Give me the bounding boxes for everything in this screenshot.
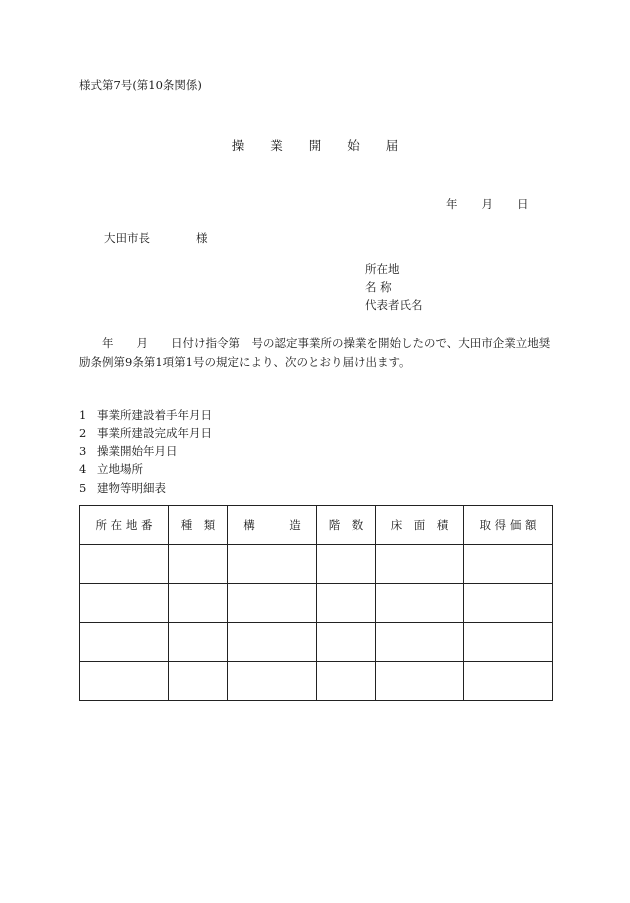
body-text: 年 月 日付け指令第 号の認定事業所の操業を開始したので、大田市企業立地奨励条例第9条第1項第1号の規定により、次のとおり届け出ます。 [79, 336, 551, 369]
item-label: 操業開始年月日 [97, 444, 178, 458]
addressee-honorific: 様 [196, 231, 208, 245]
table-cell[interactable] [228, 623, 317, 662]
column-header-acquisition-price: 取 得 価 額 [464, 506, 553, 545]
table-cell[interactable] [80, 662, 169, 701]
title-char: 始 [347, 138, 360, 153]
date-line [446, 199, 529, 211]
table-row [80, 623, 553, 662]
table-cell[interactable] [376, 584, 464, 623]
date-year-label: 年 [446, 197, 458, 211]
column-header-structure: 構 造 [228, 506, 317, 545]
table-row [80, 662, 553, 701]
applicant-address-label: 所在地 [365, 262, 400, 276]
table-cell[interactable] [80, 545, 169, 584]
addressee [104, 233, 208, 245]
table-cell[interactable] [464, 662, 553, 701]
table-cell[interactable] [169, 584, 228, 623]
column-header-floor-area: 床 面 積 [376, 506, 464, 545]
table-cell[interactable] [376, 623, 464, 662]
table-cell[interactable] [376, 545, 464, 584]
building-details-table [79, 505, 553, 701]
table-cell[interactable] [228, 545, 317, 584]
table-row [80, 584, 553, 623]
title-char: 操 [231, 138, 245, 153]
column-header-type: 種 類 [169, 506, 228, 545]
item-label: 事業所建設着手年月日 [97, 408, 212, 422]
table-cell[interactable] [464, 623, 553, 662]
table-cell[interactable] [228, 662, 317, 701]
table-cell[interactable] [464, 584, 553, 623]
list-item [79, 428, 212, 440]
item-number: 1 [79, 408, 87, 422]
table-row [80, 545, 553, 584]
column-header-floors: 階 数 [317, 506, 376, 545]
table-cell[interactable] [80, 623, 169, 662]
list-item [79, 410, 212, 422]
table-cell[interactable] [80, 584, 169, 623]
title-char: 開 [308, 138, 322, 153]
table-cell[interactable] [228, 584, 317, 623]
item-number: 3 [79, 444, 87, 458]
table-cell[interactable] [317, 584, 376, 623]
title-char: 届 [385, 138, 399, 153]
table-cell[interactable] [169, 623, 228, 662]
date-month-label: 月 [481, 197, 493, 211]
list-item [79, 446, 178, 458]
title-char: 業 [270, 138, 283, 153]
table-cell[interactable] [169, 545, 228, 584]
applicant-name-label: 名 称 [365, 280, 392, 294]
document-title [0, 140, 630, 153]
applicant-representative-label: 代表者氏名 [365, 298, 423, 312]
date-day-label: 日 [517, 197, 529, 211]
item-label: 事業所建設完成年月日 [97, 426, 212, 440]
table-cell[interactable] [169, 662, 228, 701]
item-label: 建物等明細表 [97, 481, 166, 495]
item-number: 4 [79, 462, 87, 476]
list-item [79, 483, 166, 495]
item-number: 5 [79, 481, 87, 495]
table-header-row [80, 506, 553, 545]
table-cell[interactable] [317, 545, 376, 584]
table-cell[interactable] [376, 662, 464, 701]
item-label: 立地場所 [97, 462, 143, 476]
table-cell[interactable] [317, 623, 376, 662]
table-cell[interactable] [464, 545, 553, 584]
column-header-lot-location: 所 在 地 番 [80, 506, 169, 545]
table-cell[interactable] [317, 662, 376, 701]
list-item [79, 464, 143, 476]
item-number: 2 [79, 426, 87, 440]
addressee-name: 大田市長 [104, 231, 150, 245]
form-number: 様式第7号(第10条関係) [79, 78, 202, 92]
